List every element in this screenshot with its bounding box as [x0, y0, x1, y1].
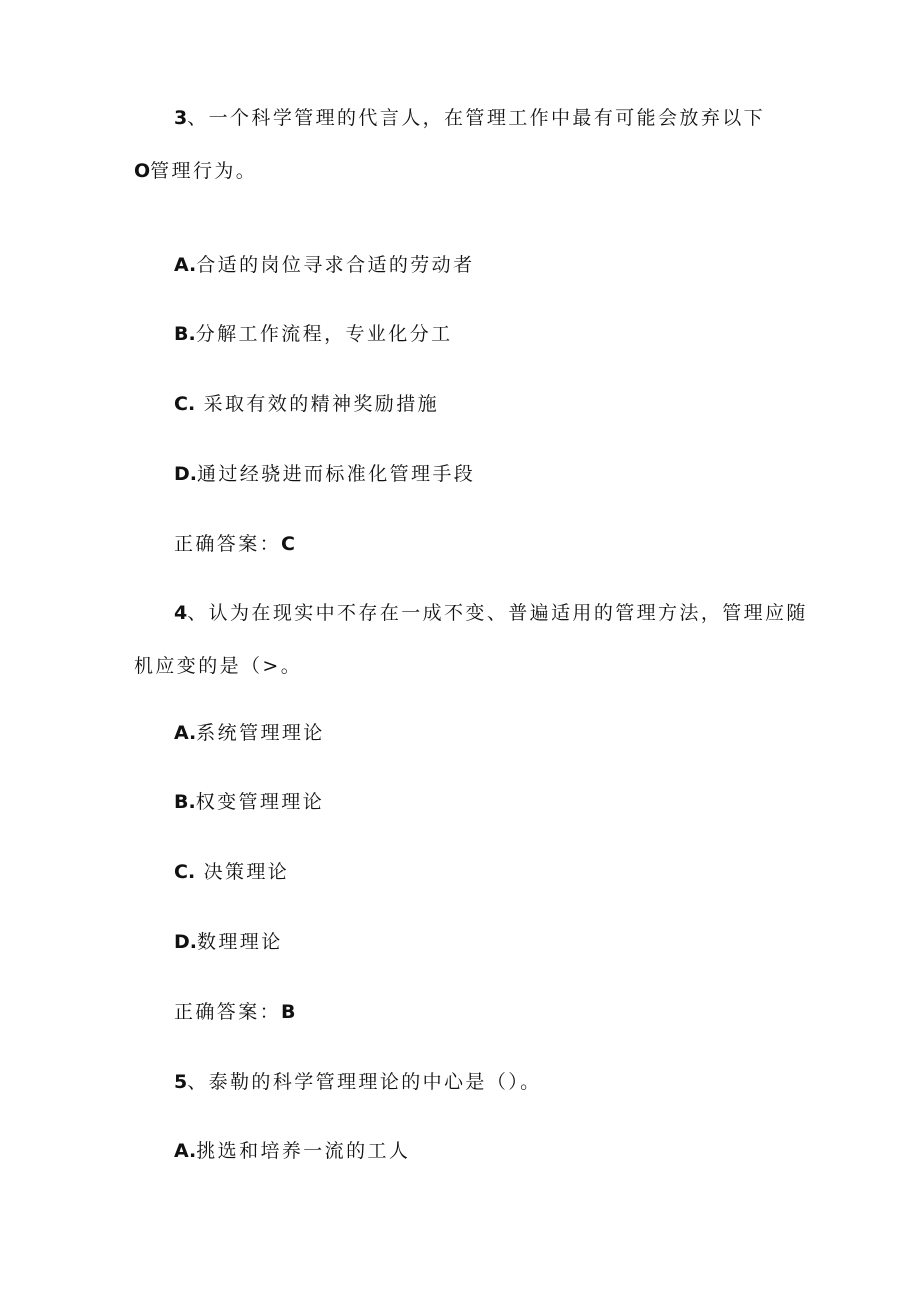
answer-value: C [281, 533, 295, 555]
question-3-stem-line2 [134, 159, 257, 183]
answer-label: 正确答案： [174, 533, 282, 555]
option-text: 决策理论 [195, 861, 290, 883]
question-5-stem-line1 [174, 1070, 542, 1094]
question-text: 、认为在现实中不存在一成不变、普遍适用的管理方法，管理应随 [187, 602, 808, 624]
option-text: 采取有效的精神奖励措施 [195, 393, 440, 415]
option-text: 通过经骁进而标准化管理手段 [197, 463, 476, 485]
question-3-option-c [174, 392, 439, 416]
option-label: B. [174, 791, 196, 813]
option-text: 权变管理理论 [195, 791, 325, 813]
option-label: A. [174, 722, 197, 744]
question-4-stem-line1 [174, 601, 808, 625]
question-number: 3 [174, 107, 188, 129]
question-text: 、一个科学管理的代言人，在管理工作中最有可能会放弃以下 [187, 107, 766, 129]
option-text: 合适的岗位寻求合适的劳动者 [196, 254, 475, 276]
option-text: 系统管理理论 [196, 722, 325, 744]
option-text: 挑选和培养一流的工人 [196, 1140, 411, 1162]
option-label: D. [174, 931, 197, 953]
question-3-option-a [174, 253, 474, 277]
option-label: B. [174, 323, 196, 345]
question-number: 4 [174, 602, 188, 624]
question-4-answer [174, 1000, 296, 1024]
question-3-option-d [174, 462, 475, 486]
question-stem-prefix: O [134, 160, 151, 182]
question-4-stem-line2 [134, 654, 302, 678]
question-3-stem-line1 [174, 106, 765, 130]
question-4-option-b [174, 790, 324, 814]
question-4-option-d [174, 930, 283, 954]
option-label: A. [174, 1140, 197, 1162]
question-text: 机应变的是（>。 [134, 655, 303, 677]
question-3-answer [174, 532, 295, 556]
answer-value: B [281, 1001, 296, 1023]
option-label: A. [174, 254, 197, 276]
option-text: 数理理论 [197, 931, 283, 953]
question-3-option-b [174, 322, 453, 346]
question-text: 、泰勒的科学管理理论的中心是（）。 [187, 1071, 542, 1093]
option-label: D. [174, 463, 197, 485]
option-label: C. [174, 861, 196, 883]
option-label: C. [174, 393, 196, 415]
option-text: 分解工作流程，专业化分工 [195, 323, 453, 345]
question-4-option-a [174, 721, 325, 745]
question-4-option-c [174, 860, 289, 884]
question-text: 管理行为。 [150, 160, 258, 182]
answer-label: 正确答案： [174, 1001, 282, 1023]
question-number: 5 [174, 1071, 188, 1093]
question-5-option-a [174, 1139, 410, 1163]
